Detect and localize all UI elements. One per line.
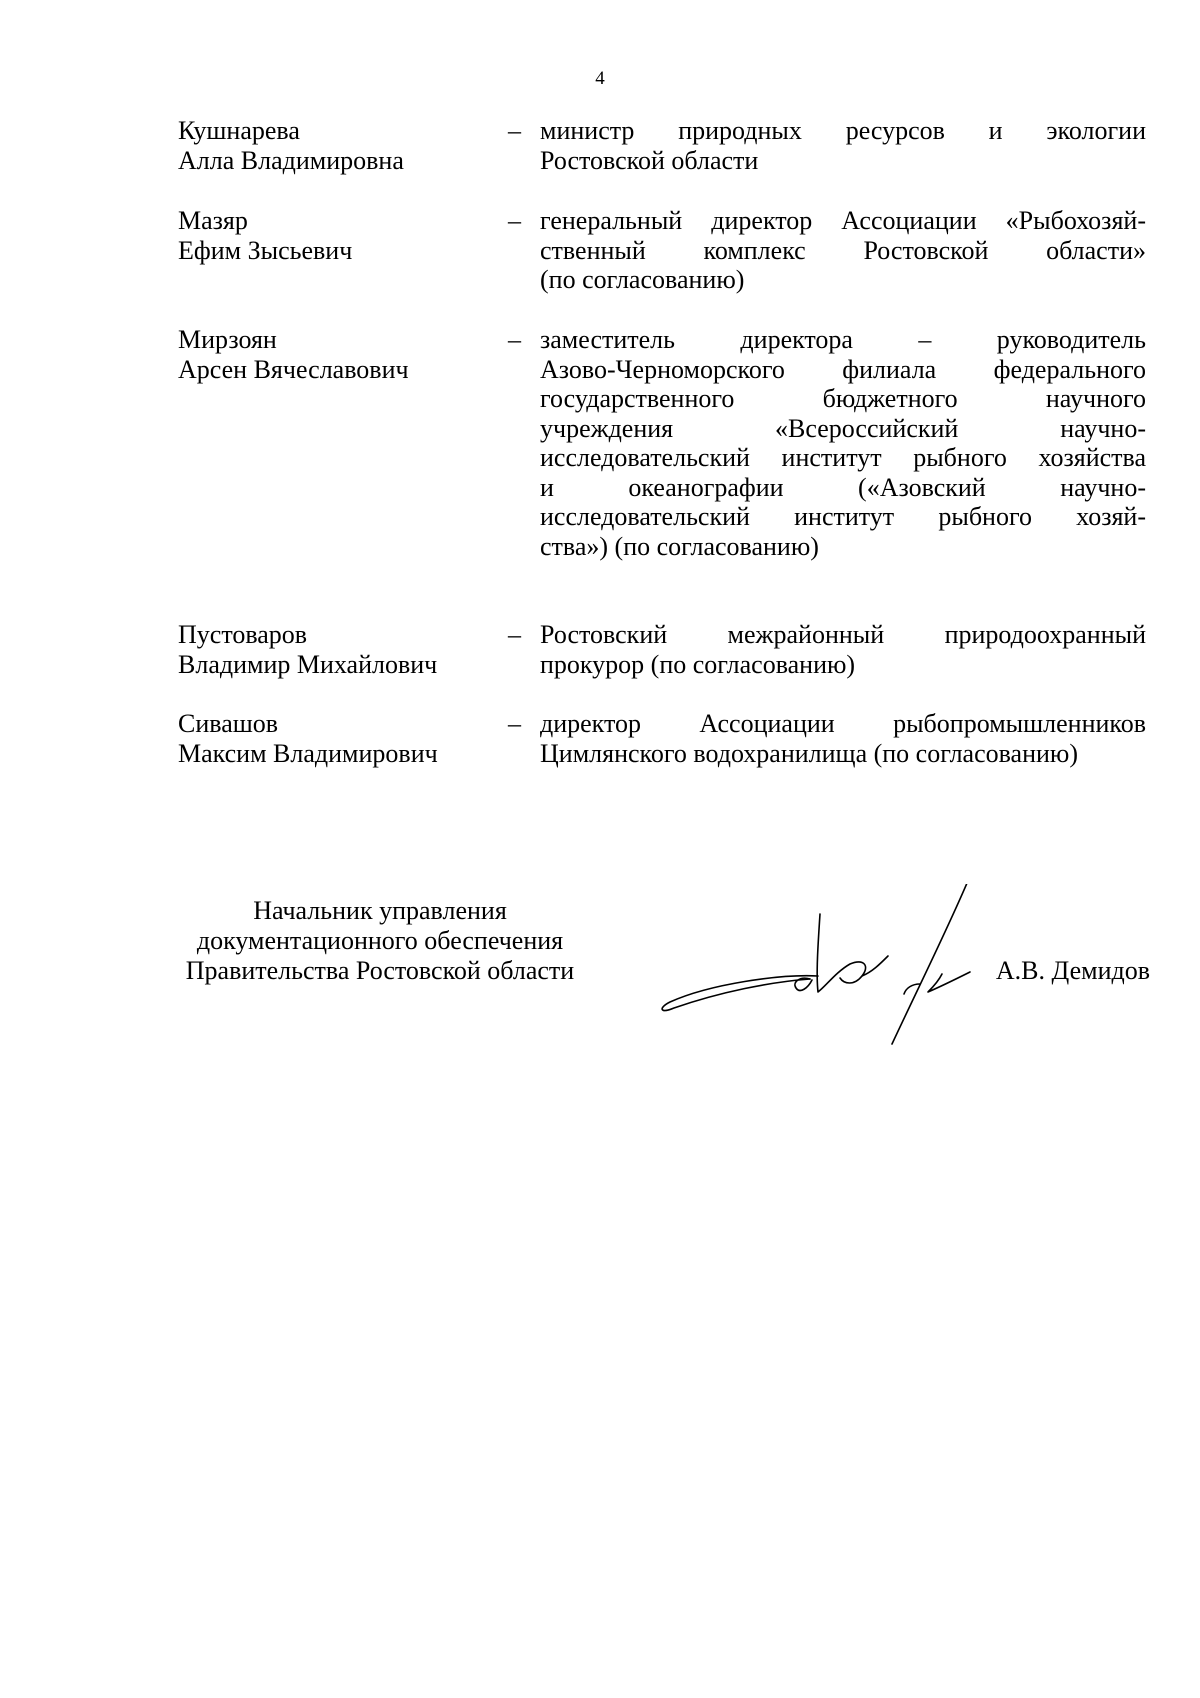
- member-given-names: Ефим Зысьевич: [178, 235, 353, 265]
- member-name: [178, 116, 498, 175]
- role-line: ственный комплекс Ростовской области»: [540, 235, 1146, 265]
- member-dash: –: [508, 709, 521, 738]
- role-line: прокурор (по согласованию): [540, 649, 856, 679]
- member-name: [178, 620, 498, 679]
- member-role: [540, 206, 1146, 295]
- signer-position: [150, 896, 610, 986]
- member-role: [540, 620, 1146, 679]
- member-name: [178, 206, 498, 265]
- member-surname: Сивашов: [178, 709, 279, 738]
- signature-block: [150, 896, 1150, 1046]
- role-line: (по согласованию): [540, 265, 745, 294]
- role-line: Азово-Черноморского филиала федерального: [540, 354, 1146, 384]
- member-surname: Мирзоян: [178, 325, 277, 354]
- signer-position-line: документационного обеспечения: [196, 926, 564, 955]
- member-dash: –: [508, 325, 521, 354]
- member-surname: Кушнарева: [178, 116, 300, 145]
- member-dash: –: [508, 116, 521, 145]
- role-line: Ростовской области: [540, 145, 759, 175]
- role-line: исследовательский институт рыбного хозяйства: [540, 443, 1146, 472]
- role-line: Ростовский межрайонный природоохранный: [540, 620, 1146, 649]
- role-line: и океанографии («Азовский научно-: [540, 472, 1146, 502]
- member-name: [178, 325, 498, 384]
- signer-position-line: Начальник управления: [253, 896, 507, 925]
- role-line: генеральный директор Ассоциации «Рыбохозяй-: [540, 206, 1146, 235]
- member-surname: Пустоваров: [178, 620, 308, 649]
- member-given-names: Арсен Вячеславович: [178, 354, 409, 384]
- role-line: заместитель директора – руководитель: [540, 325, 1146, 354]
- member-given-names: Алла Владимировна: [178, 145, 404, 175]
- role-line: директор Ассоциации рыбопромышленников: [540, 709, 1146, 738]
- member-dash: –: [508, 206, 521, 235]
- member-name: [178, 709, 498, 768]
- member-surname: Мазяр: [178, 206, 248, 235]
- role-line: министр природных ресурсов и экологии: [540, 116, 1146, 145]
- member-given-names: Владимир Михайлович: [178, 649, 438, 679]
- role-line: государственного бюджетного научного: [540, 384, 1146, 413]
- page-number: 4: [595, 68, 605, 89]
- member-role: [540, 325, 1146, 561]
- member-dash: –: [508, 620, 521, 649]
- role-line: ства») (по согласованию): [540, 531, 819, 561]
- member-given-names: Максим Владимирович: [178, 738, 438, 768]
- role-line: исследовательский институт рыбного хозяй-: [540, 502, 1146, 531]
- role-line: учреждения «Всероссийский научно-: [540, 413, 1146, 443]
- role-line: Цимлянского водохранилища (по согласованию): [540, 738, 1079, 768]
- signer-position-line: Правительства Ростовской области: [185, 956, 575, 985]
- member-role: [540, 116, 1146, 175]
- member-role: [540, 709, 1146, 768]
- signer-name: А.В. Демидов: [995, 956, 1150, 985]
